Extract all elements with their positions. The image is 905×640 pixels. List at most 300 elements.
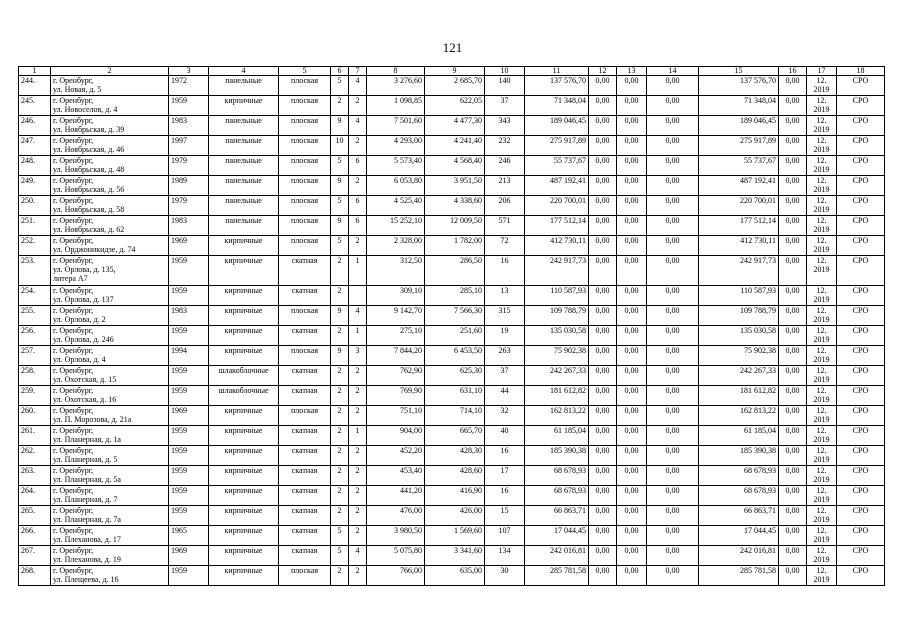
cell-c9: 665,70 (425, 426, 485, 446)
cell-n: 256. (19, 326, 51, 346)
cell-c9: 622,05 (425, 96, 485, 116)
cell-c10: 40 (485, 426, 525, 446)
cell-c17 (807, 406, 837, 426)
address-line: ул. Орлова, д. 246 (53, 335, 114, 344)
cell-c10: 232 (485, 136, 525, 156)
address-line: ул. Плеханова, д. 17 (53, 535, 121, 544)
column-header-1: 1 (19, 67, 51, 76)
cell-c7: 6 (349, 216, 367, 236)
cell-c11: 162 813,22 (525, 406, 589, 426)
cell-addr (51, 546, 169, 566)
column-header-14: 14 (647, 67, 699, 76)
cell-c17 (807, 286, 837, 306)
table-row (19, 466, 885, 486)
cell-c6: 2 (331, 286, 349, 306)
cell-year: 1969 (169, 546, 209, 566)
cell-n: 268. (19, 566, 51, 586)
cell-n: 265. (19, 506, 51, 526)
cell-year: 1972 (169, 76, 209, 96)
cell-year: 1959 (169, 256, 209, 286)
cell-wall: панельные (209, 176, 279, 196)
date-line: 2019 (813, 335, 830, 344)
cell-c15: 242 917,73 (699, 256, 779, 286)
cell-c18: СРО (837, 486, 885, 506)
cell-wall: кирпичные (209, 446, 279, 466)
cell-c8: 476,00 (367, 506, 425, 526)
cell-c17 (807, 216, 837, 236)
cell-c8: 769,90 (367, 386, 425, 406)
cell-c10: 315 (485, 306, 525, 326)
cell-c15: 17 044,45 (699, 526, 779, 546)
cell-roof: плоская (279, 116, 331, 136)
cell-c10: 30 (485, 566, 525, 586)
cell-c11: 135 030,58 (525, 326, 589, 346)
cell-c16: 0,00 (779, 426, 807, 446)
cell-c12: 0,00 (589, 326, 617, 346)
cell-c6: 5 (331, 76, 349, 96)
address-line: ул. Планерная, д. 1а (53, 435, 121, 444)
cell-addr (51, 176, 169, 196)
cell-c7: 2 (349, 526, 367, 546)
cell-c16: 0,00 (779, 466, 807, 486)
cell-n: 262. (19, 446, 51, 466)
cell-n: 250. (19, 196, 51, 216)
cell-year: 1979 (169, 196, 209, 216)
cell-c8: 3 276,60 (367, 76, 425, 96)
cell-c8: 7 844,20 (367, 346, 425, 366)
address-line: литера А7 (53, 274, 88, 283)
date-line: 12. (816, 326, 827, 335)
cell-c13: 0,00 (617, 306, 647, 326)
cell-c17 (807, 306, 837, 326)
table-row (19, 76, 885, 96)
table-row (19, 546, 885, 566)
date-line: 2019 (813, 145, 830, 154)
cell-c17 (807, 346, 837, 366)
cell-c17 (807, 466, 837, 486)
cell-c6: 10 (331, 136, 349, 156)
cell-wall: кирпичные (209, 426, 279, 446)
cell-addr (51, 346, 169, 366)
cell-c9: 285,10 (425, 286, 485, 306)
cell-n: 257. (19, 346, 51, 366)
cell-c9: 635,00 (425, 566, 485, 586)
cell-c12: 0,00 (589, 236, 617, 256)
cell-c8: 6 053,80 (367, 176, 425, 196)
address-line: ул. Новая, д. 5 (53, 85, 102, 94)
date-line: 2019 (813, 225, 830, 234)
cell-wall: шлакоблочные (209, 386, 279, 406)
cell-c14: 0,00 (647, 176, 699, 196)
cell-addr (51, 386, 169, 406)
table-row (19, 426, 885, 446)
cell-c13: 0,00 (617, 176, 647, 196)
date-line: 12. (816, 96, 827, 105)
column-header-4: 4 (209, 67, 279, 76)
cell-c14: 0,00 (647, 526, 699, 546)
cell-n: 260. (19, 406, 51, 426)
cell-wall: панельные (209, 116, 279, 136)
column-header-2: 2 (51, 67, 169, 76)
cell-c12: 0,00 (589, 406, 617, 426)
cell-c17 (807, 116, 837, 136)
cell-c16: 0,00 (779, 76, 807, 96)
cell-roof: плоская (279, 96, 331, 116)
date-line: 12. (816, 386, 827, 395)
column-header-12: 12 (589, 67, 617, 76)
address-line: г. Оренбург, (53, 386, 94, 395)
column-header-5: 5 (279, 67, 331, 76)
date-line: 12. (816, 566, 827, 575)
address-line: ул. Орлова, д. 4 (53, 355, 106, 364)
cell-wall: панельные (209, 196, 279, 216)
date-line: 12. (816, 156, 827, 165)
column-header-18: 18 (837, 67, 885, 76)
column-header-16: 16 (779, 67, 807, 76)
cell-c8: 4 525,40 (367, 196, 425, 216)
cell-c14: 0,00 (647, 256, 699, 286)
cell-c6: 5 (331, 196, 349, 216)
date-line: 2019 (813, 355, 830, 364)
column-header-17: 17 (807, 67, 837, 76)
cell-n: 249. (19, 176, 51, 196)
cell-c10: 134 (485, 546, 525, 566)
cell-c17 (807, 326, 837, 346)
cell-c8: 15 252,10 (367, 216, 425, 236)
cell-c14: 0,00 (647, 506, 699, 526)
cell-c16: 0,00 (779, 486, 807, 506)
cell-c15: 110 587,93 (699, 286, 779, 306)
cell-year: 1959 (169, 446, 209, 466)
cell-roof: плоская (279, 136, 331, 156)
date-line: 2019 (813, 185, 830, 194)
cell-n: 245. (19, 96, 51, 116)
cell-wall: панельные (209, 216, 279, 236)
cell-c10: 246 (485, 156, 525, 176)
cell-c10: 72 (485, 236, 525, 256)
table-row (19, 96, 885, 116)
address-line: ул. Планерная, д. 7а (53, 515, 121, 524)
cell-c7: 4 (349, 306, 367, 326)
cell-c12: 0,00 (589, 446, 617, 466)
cell-c14: 0,00 (647, 566, 699, 586)
cell-c7: 2 (349, 386, 367, 406)
cell-c18: СРО (837, 286, 885, 306)
date-line: 2019 (813, 205, 830, 214)
table-row (19, 446, 885, 466)
cell-n: 259. (19, 386, 51, 406)
cell-roof: скатная (279, 446, 331, 466)
cell-c8: 1 098,85 (367, 96, 425, 116)
cell-c13: 0,00 (617, 116, 647, 136)
cell-addr (51, 136, 169, 156)
cell-c18: СРО (837, 76, 885, 96)
cell-roof: плоская (279, 216, 331, 236)
cell-wall: кирпичные (209, 406, 279, 426)
cell-c18: СРО (837, 566, 885, 586)
cell-c10: 19 (485, 326, 525, 346)
cell-c6: 2 (331, 96, 349, 116)
cell-c11: 185 390,38 (525, 446, 589, 466)
cell-c15: 68 678,93 (699, 466, 779, 486)
cell-c16: 0,00 (779, 546, 807, 566)
cell-c15: 220 700,01 (699, 196, 779, 216)
cell-c16: 0,00 (779, 366, 807, 386)
cell-c18: СРО (837, 526, 885, 546)
cell-c14: 0,00 (647, 196, 699, 216)
address-line: г. Оренбург, (53, 406, 94, 415)
cell-year: 1979 (169, 156, 209, 176)
cell-c11: 177 512,14 (525, 216, 589, 236)
cell-roof: скатная (279, 506, 331, 526)
cell-n: 264. (19, 486, 51, 506)
cell-addr (51, 116, 169, 136)
column-number-row (19, 67, 885, 76)
cell-c15: 177 512,14 (699, 216, 779, 236)
table-row (19, 386, 885, 406)
cell-c13: 0,00 (617, 346, 647, 366)
date-line: 2019 (813, 455, 830, 464)
cell-c15: 242 016,81 (699, 546, 779, 566)
table-row (19, 236, 885, 256)
cell-c16: 0,00 (779, 96, 807, 116)
cell-c6: 2 (331, 506, 349, 526)
date-line: 12. (816, 216, 827, 225)
cell-c17 (807, 526, 837, 546)
cell-c11: 55 737,67 (525, 156, 589, 176)
cell-n: 255. (19, 306, 51, 326)
cell-roof: скатная (279, 256, 331, 286)
cell-c6: 9 (331, 216, 349, 236)
cell-c17 (807, 546, 837, 566)
cell-c13: 0,00 (617, 446, 647, 466)
cell-addr (51, 236, 169, 256)
cell-c7: 4 (349, 546, 367, 566)
address-line: ул. Ноябрьская, д. 39 (53, 125, 125, 134)
cell-roof: плоская (279, 156, 331, 176)
cell-n: 253. (19, 256, 51, 286)
cell-addr (51, 466, 169, 486)
cell-n: 244. (19, 76, 51, 96)
cell-c8: 904,00 (367, 426, 425, 446)
cell-wall: шлакоблочные (209, 366, 279, 386)
cell-addr (51, 366, 169, 386)
address-line: ул. Планерная, д. 5 (53, 455, 118, 464)
cell-n: 266. (19, 526, 51, 546)
cell-c16: 0,00 (779, 156, 807, 176)
cell-c11: 242 917,73 (525, 256, 589, 286)
cell-c6: 9 (331, 176, 349, 196)
cell-n: 254. (19, 286, 51, 306)
cell-roof: плоская (279, 566, 331, 586)
date-line: 2019 (813, 495, 830, 504)
cell-c8: 312,50 (367, 256, 425, 286)
cell-c12: 0,00 (589, 566, 617, 586)
cell-c6: 2 (331, 466, 349, 486)
cell-addr (51, 216, 169, 236)
cell-c16: 0,00 (779, 326, 807, 346)
cell-c8: 453,40 (367, 466, 425, 486)
date-line: 12. (816, 196, 827, 205)
address-line: г. Оренбург, (53, 366, 94, 375)
cell-c6: 9 (331, 116, 349, 136)
cell-c15: 61 185,04 (699, 426, 779, 446)
cell-c13: 0,00 (617, 196, 647, 216)
cell-c9: 416,90 (425, 486, 485, 506)
address-line: г. Оренбург, (53, 196, 94, 205)
address-line: ул. Орлова, д. 137 (53, 295, 114, 304)
cell-c11: 75 902,38 (525, 346, 589, 366)
cell-addr (51, 486, 169, 506)
cell-c6: 5 (331, 156, 349, 176)
date-line: 12. (816, 526, 827, 535)
cell-roof: скатная (279, 286, 331, 306)
cell-c15: 189 046,45 (699, 116, 779, 136)
cell-c12: 0,00 (589, 176, 617, 196)
cell-c18: СРО (837, 196, 885, 216)
address-line: г. Оренбург, (53, 256, 94, 265)
cell-c10: 37 (485, 96, 525, 116)
cell-year: 1959 (169, 326, 209, 346)
cell-c14: 0,00 (647, 406, 699, 426)
cell-c17 (807, 256, 837, 286)
cell-c10: 17 (485, 466, 525, 486)
cell-c7: 2 (349, 566, 367, 586)
cell-c13: 0,00 (617, 546, 647, 566)
cell-c16: 0,00 (779, 446, 807, 466)
cell-wall: кирпичные (209, 256, 279, 286)
date-line: 12. (816, 406, 827, 415)
cell-c11: 242 016,81 (525, 546, 589, 566)
cell-c10: 16 (485, 486, 525, 506)
date-line: 2019 (813, 515, 830, 524)
cell-c9: 1 569,60 (425, 526, 485, 546)
cell-c18: СРО (837, 546, 885, 566)
cell-c10: 206 (485, 196, 525, 216)
cell-c18: СРО (837, 406, 885, 426)
cell-wall: кирпичные (209, 96, 279, 116)
cell-c17 (807, 236, 837, 256)
cell-c12: 0,00 (589, 366, 617, 386)
cell-addr (51, 406, 169, 426)
cell-c18: СРО (837, 136, 885, 156)
cell-c8: 762,90 (367, 366, 425, 386)
cell-c6: 9 (331, 306, 349, 326)
cell-c14: 0,00 (647, 96, 699, 116)
address-line: г. Оренбург, (53, 466, 94, 475)
cell-c10: 13 (485, 286, 525, 306)
cell-c8: 2 328,00 (367, 236, 425, 256)
cell-c15: 135 030,58 (699, 326, 779, 346)
cell-c13: 0,00 (617, 216, 647, 236)
address-line: ул. Новоселов, д. 4 (53, 105, 118, 114)
cell-year: 1959 (169, 96, 209, 116)
cell-c9: 2 685,70 (425, 76, 485, 96)
table-row (19, 306, 885, 326)
page-number: 121 (442, 40, 463, 55)
cell-c6: 2 (331, 446, 349, 466)
cell-c9: 1 782,00 (425, 236, 485, 256)
cell-c16: 0,00 (779, 256, 807, 286)
cell-c17 (807, 156, 837, 176)
cell-addr (51, 426, 169, 446)
cell-c18: СРО (837, 116, 885, 136)
date-line: 2019 (813, 415, 830, 424)
cell-addr (51, 256, 169, 286)
table-row (19, 116, 885, 136)
cell-year: 1959 (169, 466, 209, 486)
cell-n: 246. (19, 116, 51, 136)
cell-year: 1997 (169, 136, 209, 156)
cell-c11: 275 917,89 (525, 136, 589, 156)
cell-c8: 751,10 (367, 406, 425, 426)
cell-c12: 0,00 (589, 306, 617, 326)
cell-year: 1965 (169, 526, 209, 546)
cell-c7: 2 (349, 486, 367, 506)
date-line: 2019 (813, 435, 830, 444)
cell-c14: 0,00 (647, 466, 699, 486)
cell-n: 252. (19, 236, 51, 256)
cell-c6: 2 (331, 486, 349, 506)
cell-c13: 0,00 (617, 136, 647, 156)
cell-year: 1959 (169, 286, 209, 306)
cell-c10: 16 (485, 256, 525, 286)
cell-c12: 0,00 (589, 196, 617, 216)
cell-c14: 0,00 (647, 446, 699, 466)
cell-c9: 625,30 (425, 366, 485, 386)
cell-c6: 2 (331, 256, 349, 286)
date-line: 12. (816, 76, 827, 85)
cell-roof: скатная (279, 326, 331, 346)
date-line: 12. (816, 446, 827, 455)
cell-year: 1983 (169, 116, 209, 136)
cell-c11: 17 044,45 (525, 526, 589, 546)
cell-c11: 412 730,11 (525, 236, 589, 256)
date-line: 2019 (813, 265, 830, 274)
cell-roof: плоская (279, 346, 331, 366)
cell-c10: 140 (485, 76, 525, 96)
cell-c17 (807, 446, 837, 466)
cell-c14: 0,00 (647, 546, 699, 566)
address-line: ул. Плеханова, д. 19 (53, 555, 121, 564)
address-line: ул. Плещеева, д. 16 (53, 575, 119, 584)
cell-c7: 6 (349, 156, 367, 176)
cell-addr (51, 506, 169, 526)
address-line: г. Оренбург, (53, 216, 94, 225)
cell-roof: плоская (279, 406, 331, 426)
cell-wall: панельные (209, 136, 279, 156)
cell-year: 1959 (169, 366, 209, 386)
cell-c18: СРО (837, 466, 885, 486)
cell-c12: 0,00 (589, 466, 617, 486)
cell-c9: 631,10 (425, 386, 485, 406)
cell-c15: 412 730,11 (699, 236, 779, 256)
cell-c6: 2 (331, 386, 349, 406)
cell-c14: 0,00 (647, 136, 699, 156)
cell-c16: 0,00 (779, 386, 807, 406)
cell-c16: 0,00 (779, 116, 807, 136)
cell-c13: 0,00 (617, 76, 647, 96)
cell-c15: 275 917,89 (699, 136, 779, 156)
address-line: г. Оренбург, (53, 76, 94, 85)
cell-c7: 1 (349, 256, 367, 286)
cell-c12: 0,00 (589, 546, 617, 566)
cell-c14: 0,00 (647, 236, 699, 256)
cell-c17 (807, 366, 837, 386)
date-line: 12. (816, 286, 827, 295)
cell-c7: 2 (349, 176, 367, 196)
cell-c14: 0,00 (647, 76, 699, 96)
